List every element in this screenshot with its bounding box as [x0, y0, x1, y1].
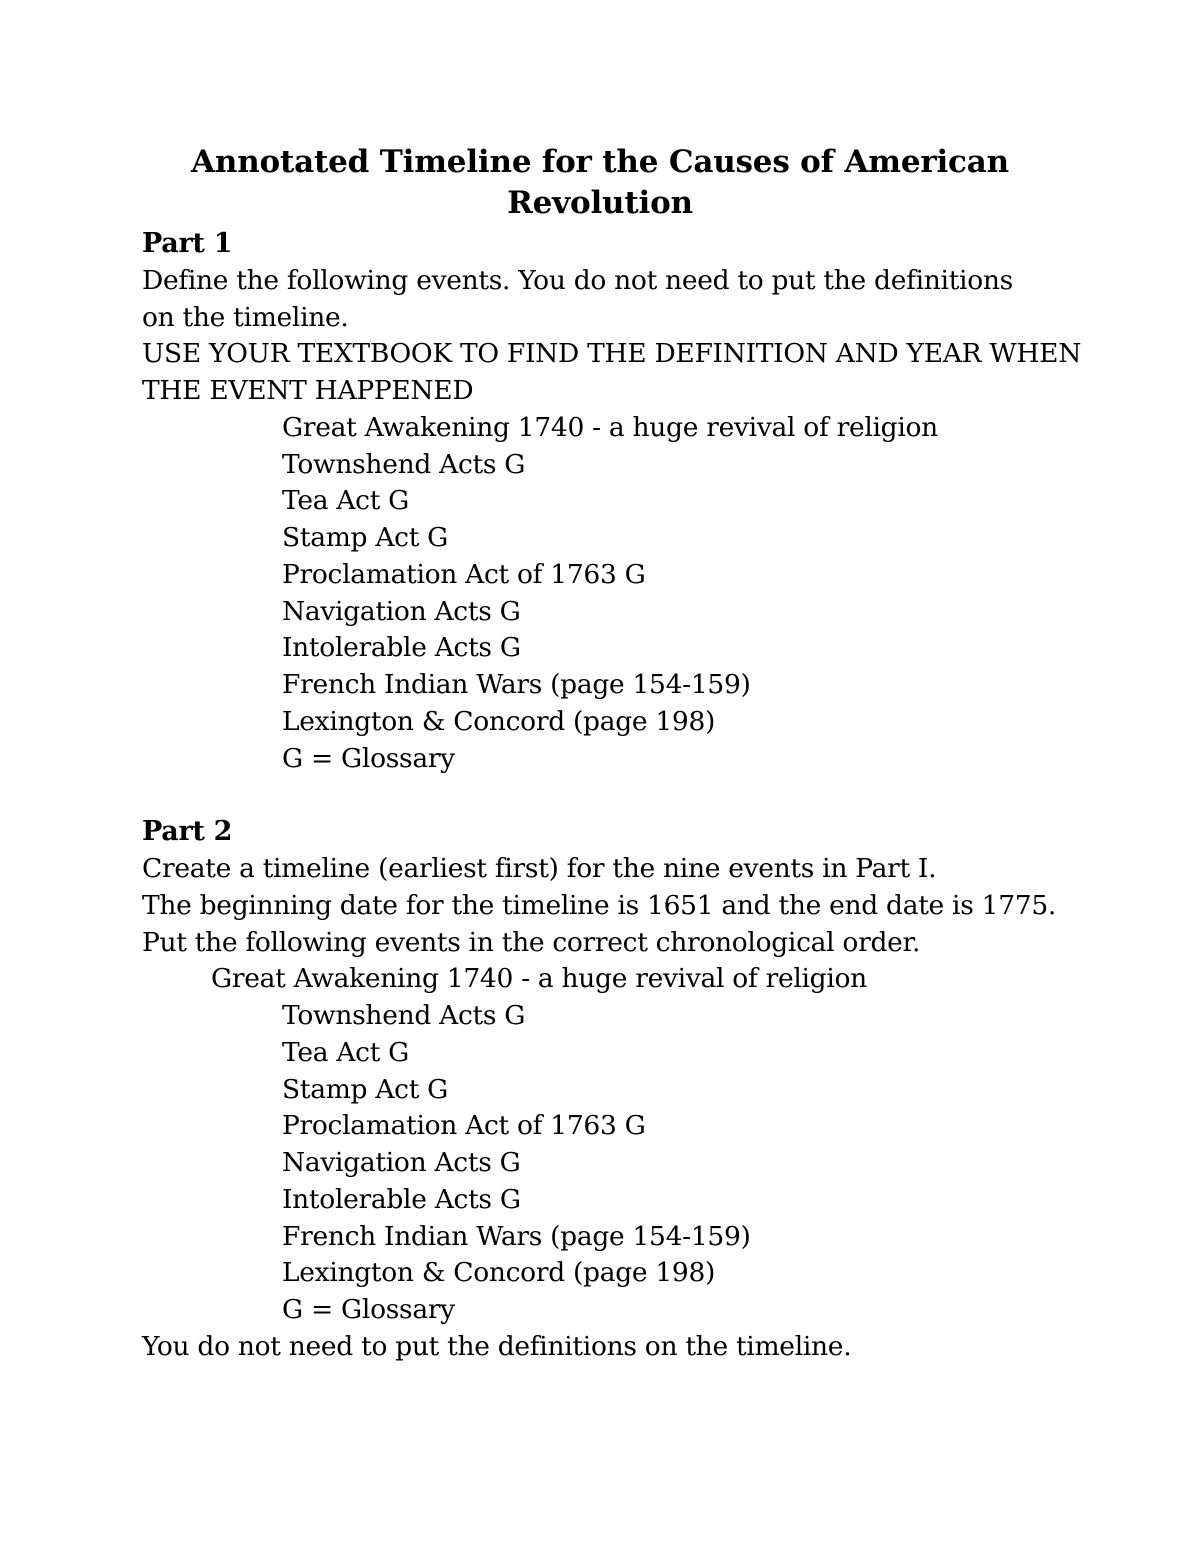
part2-event-item: Stamp Act G	[282, 1074, 449, 1105]
title-line-1: Annotated Timeline for the Causes of American	[191, 144, 1009, 180]
part2-event-item: Townshend Acts G	[282, 1000, 526, 1031]
part2-event-item: Proclamation Act of 1763 G	[282, 1110, 646, 1141]
part2-event-item: Navigation Acts G	[282, 1147, 521, 1178]
part1-event-item: Lexington & Concord (page 198)	[282, 706, 716, 737]
title-line-2: Revolution	[507, 185, 693, 221]
part2-event-item: Great Awakening 1740 - a huge revival of religion	[211, 963, 867, 994]
part2-instruction-line: The beginning date for the timeline is 1651 and the end date is 1775.	[142, 890, 1057, 921]
part1-event-item: Great Awakening 1740 - a huge revival of religion	[282, 412, 938, 443]
part1-instruction-line: USE YOUR TEXTBOOK TO FIND THE DEFINITION AND YEAR WHEN	[142, 338, 1082, 369]
part1-event-item: French Indian Wars (page 154-159)	[282, 669, 751, 700]
part2-event-item: Intolerable Acts G	[282, 1184, 521, 1215]
part2-event-item: Tea Act G	[282, 1037, 410, 1068]
closing-note: You do not need to put the definitions on the timeline.	[142, 1331, 852, 1362]
part1-event-item: Townshend Acts G	[282, 449, 526, 480]
part1-event-item: Navigation Acts G	[282, 596, 521, 627]
part2-event-item: French Indian Wars (page 154-159)	[282, 1221, 751, 1252]
part1-event-item: Stamp Act G	[282, 522, 449, 553]
glossary-note: G = Glossary	[282, 743, 455, 774]
part1-instruction-line: Define the following events. You do not need to put the definitions	[142, 265, 1013, 296]
part1-instruction-line: THE EVENT HAPPENED	[142, 375, 474, 406]
part2-event-item: Lexington & Concord (page 198)	[282, 1257, 716, 1288]
glossary-note: G = Glossary	[282, 1294, 455, 1325]
part2-heading: Part 2	[142, 816, 233, 847]
part1-event-item: Proclamation Act of 1763 G	[282, 559, 646, 590]
part2-instruction-line: Put the following events in the correct chronological order.	[142, 927, 921, 958]
part1-heading: Part 1	[142, 228, 233, 259]
part1-instruction-line: on the timeline.	[142, 302, 349, 333]
part1-event-item: Tea Act G	[282, 485, 410, 516]
part2-instruction-line: Create a timeline (earliest first) for the nine events in Part I.	[142, 853, 937, 884]
page-title	[0, 142, 1200, 224]
part1-event-item: Intolerable Acts G	[282, 632, 521, 663]
